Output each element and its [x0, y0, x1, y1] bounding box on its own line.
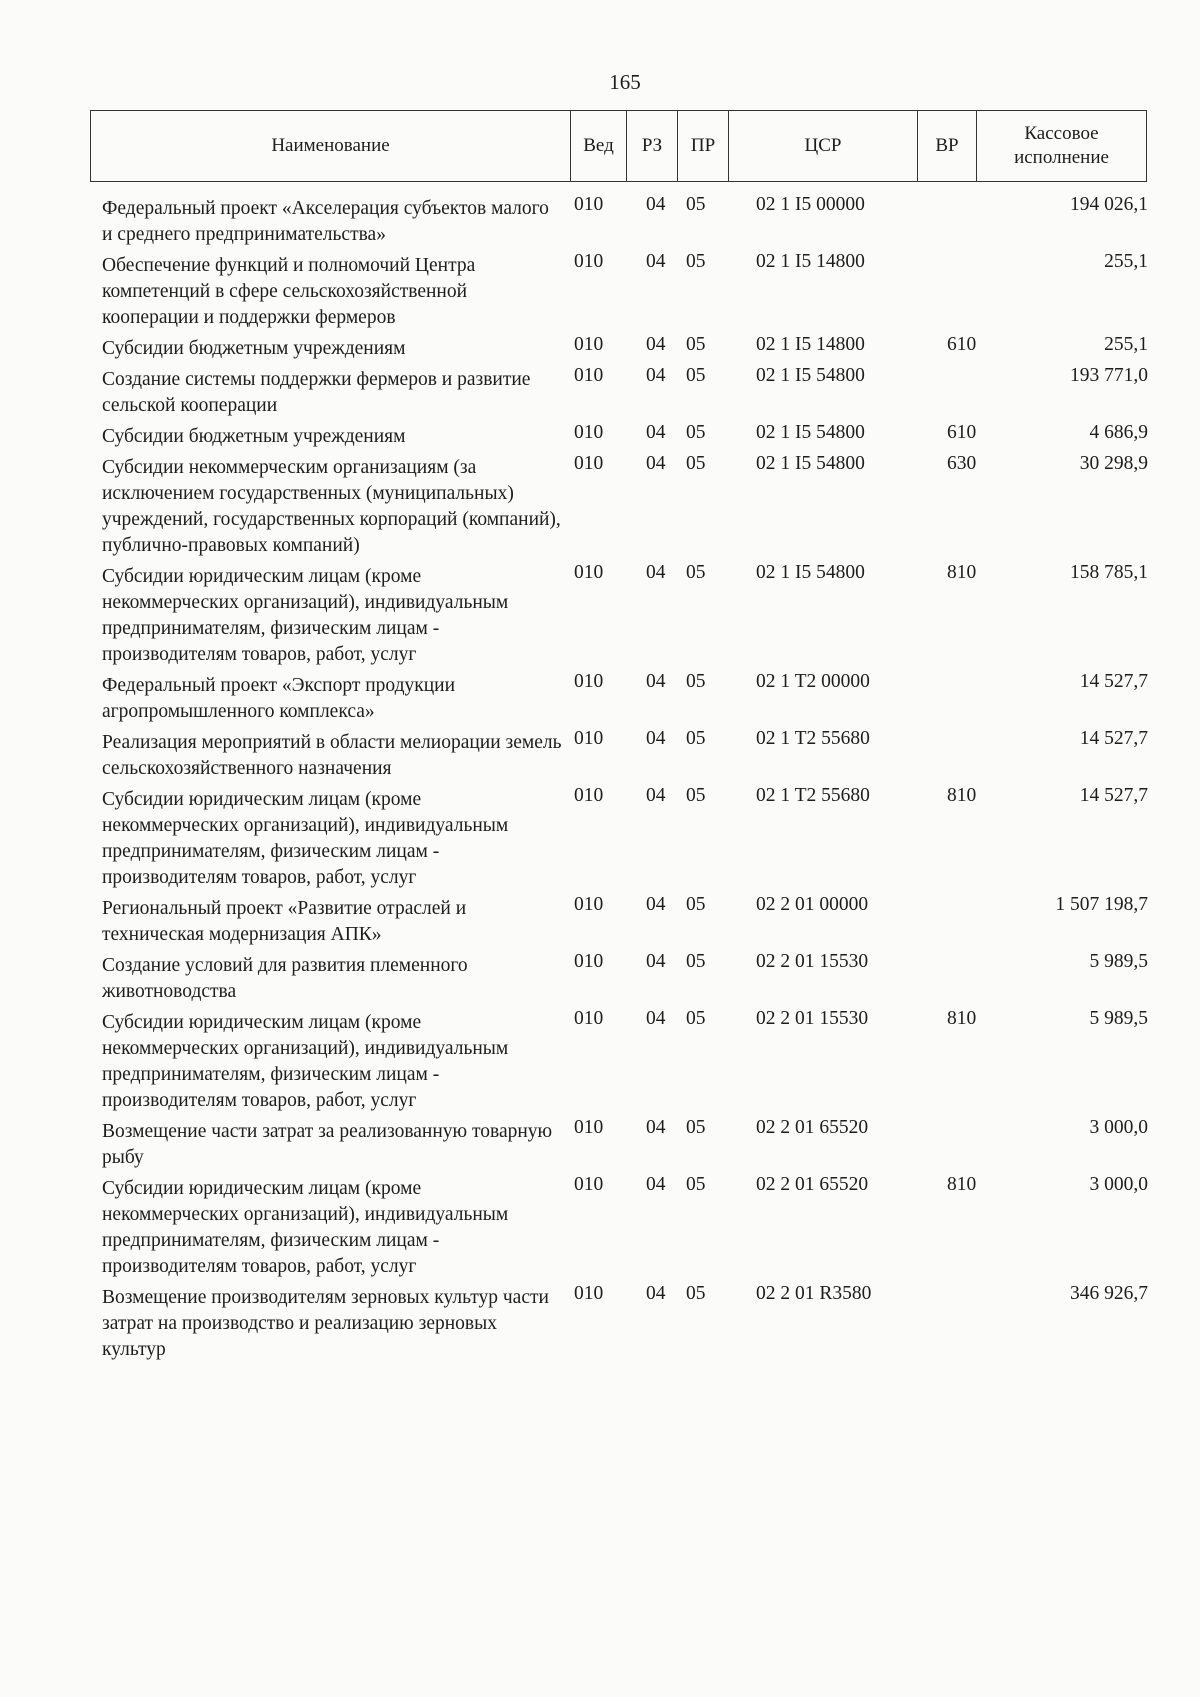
cell-name: Субсидии бюджетным учреждениям — [102, 426, 406, 447]
cell-rz: 04 — [646, 671, 666, 692]
cell-name: Федеральный проект «Акселерация субъектов малого и среднего предпринимательства» — [102, 198, 549, 245]
header-csr: ЦСР — [728, 111, 917, 181]
cell-name: Обеспечение функций и полномочий Центра компетенций в сфере сельскохозяйственной кооперации и поддержки фермеров — [102, 255, 476, 328]
cell-ke: 14 527,7 — [1079, 671, 1148, 692]
cell-rz: 04 — [646, 1174, 666, 1195]
cell-ved: 010 — [574, 365, 604, 386]
cell-ved: 010 — [574, 894, 604, 915]
header-name: Наименование — [271, 135, 390, 156]
cell-ke: 194 026,1 — [1070, 194, 1148, 215]
cell-name: Региональный проект «Развитие отраслей и техническая модернизация АПК» — [102, 898, 467, 945]
cell-vr — [931, 949, 1017, 1005]
cell-ved: 010 — [574, 1174, 604, 1195]
cell-ke: 14 527,7 — [1079, 728, 1148, 749]
header-rz: РЗ — [626, 111, 677, 181]
cell-csr: 02 1 I5 54800 — [756, 453, 865, 474]
table-row — [94, 1119, 1154, 1171]
cell-pr: 05 — [686, 194, 706, 215]
cell-pr: 05 — [686, 562, 706, 583]
table-row — [94, 1176, 1154, 1280]
cell-ke: 346 926,7 — [1070, 1283, 1148, 1304]
cell-ved: 010 — [574, 194, 604, 215]
cell-name: Субсидии юридическим лицам (кроме некоммерческих организаций), индивидуальным предпринимателям, физическим лицам - производителям товаров, работ, услуг — [102, 566, 509, 665]
cell-csr: 02 1 I5 54800 — [756, 422, 865, 443]
cell-csr: 02 2 01 15530 — [756, 1008, 869, 1029]
cell-name: Федеральный проект «Экспорт продукции агропромышленного комплекса» — [102, 675, 456, 722]
cell-rz: 04 — [646, 728, 666, 749]
cell-csr: 02 1 I5 00000 — [756, 194, 865, 215]
cell-ke: 1 507 198,7 — [1055, 894, 1148, 915]
cell-rz: 04 — [646, 422, 666, 443]
cell-pr: 05 — [686, 671, 706, 692]
cell-pr: 05 — [686, 1117, 706, 1138]
cell-ved: 010 — [574, 562, 604, 583]
cell-ved: 010 — [574, 251, 604, 272]
cell-rz: 04 — [646, 562, 666, 583]
cell-csr: 02 1 I5 54800 — [756, 365, 865, 386]
cell-vr: 810 — [947, 1174, 977, 1195]
table-row — [94, 196, 1154, 248]
cell-ved: 010 — [574, 728, 604, 749]
table-row — [94, 564, 1154, 668]
table-row — [94, 787, 1154, 891]
cell-vr — [931, 249, 1017, 331]
page-number: 165 — [609, 70, 641, 94]
cell-rz: 04 — [646, 365, 666, 386]
cell-ke: 30 298,9 — [1079, 453, 1148, 474]
cell-pr: 05 — [686, 728, 706, 749]
cell-pr: 05 — [686, 785, 706, 806]
cell-vr: 810 — [947, 785, 977, 806]
table-row — [94, 455, 1154, 559]
cell-csr: 02 2 01 15530 — [756, 951, 869, 972]
table-row — [94, 730, 1154, 782]
table-row — [94, 673, 1154, 725]
cell-rz: 04 — [646, 894, 666, 915]
cell-name: Создание условий для развития племенного животноводства — [102, 955, 468, 1002]
cell-pr: 05 — [686, 951, 706, 972]
cell-vr — [931, 1281, 1017, 1363]
cell-vr — [931, 892, 1017, 948]
cell-pr: 05 — [686, 422, 706, 443]
cell-vr — [931, 192, 1017, 248]
cell-ke: 193 771,0 — [1070, 365, 1148, 386]
cell-name: Возмещение части затрат за реализованную товарную рыбу — [102, 1121, 553, 1168]
cell-pr: 05 — [686, 334, 706, 355]
cell-name: Субсидии юридическим лицам (кроме некоммерческих организаций), индивидуальным предпринимателям, физическим лицам - производителям товаров, работ, услуг — [102, 1178, 509, 1277]
cell-ke: 3 000,0 — [1089, 1174, 1148, 1195]
cell-ved: 010 — [574, 1283, 604, 1304]
cell-ke: 3 000,0 — [1089, 1117, 1148, 1138]
cell-csr: 02 2 01 00000 — [756, 894, 869, 915]
cell-rz: 04 — [646, 785, 666, 806]
cell-csr: 02 2 01 65520 — [756, 1117, 869, 1138]
cell-ke: 158 785,1 — [1070, 562, 1148, 583]
cell-ved: 010 — [574, 422, 604, 443]
cell-name: Субсидии некоммерческим организациям (за исключением государственных (муниципальных) учреждений, государственных корпораций (компаний), публично-правовых компаний) — [102, 457, 561, 556]
cell-name: Реализация мероприятий в области мелиорации земель сельскохозяйственного назначения — [102, 732, 562, 779]
table-row — [94, 953, 1154, 1005]
cell-pr: 05 — [686, 1283, 706, 1304]
cell-rz: 04 — [646, 1117, 666, 1138]
cell-rz: 04 — [646, 453, 666, 474]
cell-ke: 5 989,5 — [1089, 1008, 1148, 1029]
cell-ved: 010 — [574, 785, 604, 806]
cell-name: Возмещение производителям зерновых культур части затрат на производство и реализацию зерновых культур — [102, 1287, 549, 1360]
cell-pr: 05 — [686, 453, 706, 474]
cell-csr: 02 1 T2 55680 — [756, 728, 870, 749]
cell-csr: 02 1 I5 14800 — [756, 251, 865, 272]
table-body — [94, 196, 1154, 1368]
cell-name: Создание системы поддержки фермеров и развитие сельской кооперации — [102, 369, 531, 416]
header-pr: ПР — [677, 111, 728, 181]
cell-csr: 02 2 01 R3580 — [756, 1283, 872, 1304]
table-row — [94, 1010, 1154, 1114]
cell-vr — [931, 726, 1017, 782]
cell-name: Субсидии юридическим лицам (кроме некоммерческих организаций), индивидуальным предпринимателям, физическим лицам - производителям товаров, работ, услуг — [102, 1012, 509, 1111]
cell-rz: 04 — [646, 951, 666, 972]
table-row — [94, 424, 1154, 450]
cell-vr: 610 — [947, 422, 977, 443]
table-row — [94, 367, 1154, 419]
header-vr: ВР — [917, 111, 976, 181]
cell-pr: 05 — [686, 251, 706, 272]
cell-csr: 02 1 I5 14800 — [756, 334, 865, 355]
cell-vr: 810 — [947, 562, 977, 583]
cell-ved: 010 — [574, 453, 604, 474]
cell-vr: 810 — [947, 1008, 977, 1029]
cell-rz: 04 — [646, 194, 666, 215]
header-kassovoe-ispolnenie: Кассовое исполнение — [976, 111, 1146, 181]
table-header — [90, 110, 1147, 182]
cell-name: Субсидии бюджетным учреждениям — [102, 338, 406, 359]
cell-ke: 255,1 — [1104, 251, 1148, 272]
cell-ved: 010 — [574, 671, 604, 692]
cell-ke: 5 989,5 — [1089, 951, 1148, 972]
cell-csr: 02 1 T2 55680 — [756, 785, 870, 806]
cell-ved: 010 — [574, 1117, 604, 1138]
cell-ke: 14 527,7 — [1079, 785, 1148, 806]
cell-rz: 04 — [646, 1283, 666, 1304]
cell-pr: 05 — [686, 894, 706, 915]
cell-ke: 4 686,9 — [1089, 422, 1148, 443]
cell-csr: 02 2 01 65520 — [756, 1174, 869, 1195]
header-ved: Вед — [570, 111, 626, 181]
table-row — [94, 336, 1154, 362]
cell-csr: 02 1 I5 54800 — [756, 562, 865, 583]
cell-vr: 630 — [947, 453, 977, 474]
cell-rz: 04 — [646, 334, 666, 355]
cell-ke: 255,1 — [1104, 334, 1148, 355]
cell-pr: 05 — [686, 1174, 706, 1195]
cell-ved: 010 — [574, 334, 604, 355]
cell-vr — [931, 363, 1017, 419]
cell-ved: 010 — [574, 951, 604, 972]
cell-name: Субсидии юридическим лицам (кроме некоммерческих организаций), индивидуальным предпринимателям, физическим лицам - производителям товаров, работ, услуг — [102, 789, 509, 888]
cell-vr — [931, 1115, 1017, 1171]
cell-rz: 04 — [646, 251, 666, 272]
cell-vr: 610 — [947, 334, 977, 355]
cell-ved: 010 — [574, 1008, 604, 1029]
cell-pr: 05 — [686, 1008, 706, 1029]
table-row — [94, 1285, 1154, 1363]
cell-rz: 04 — [646, 1008, 666, 1029]
cell-pr: 05 — [686, 365, 706, 386]
cell-csr: 02 1 T2 00000 — [756, 671, 870, 692]
table-row — [94, 896, 1154, 948]
cell-vr — [931, 669, 1017, 725]
table-row — [94, 253, 1154, 331]
